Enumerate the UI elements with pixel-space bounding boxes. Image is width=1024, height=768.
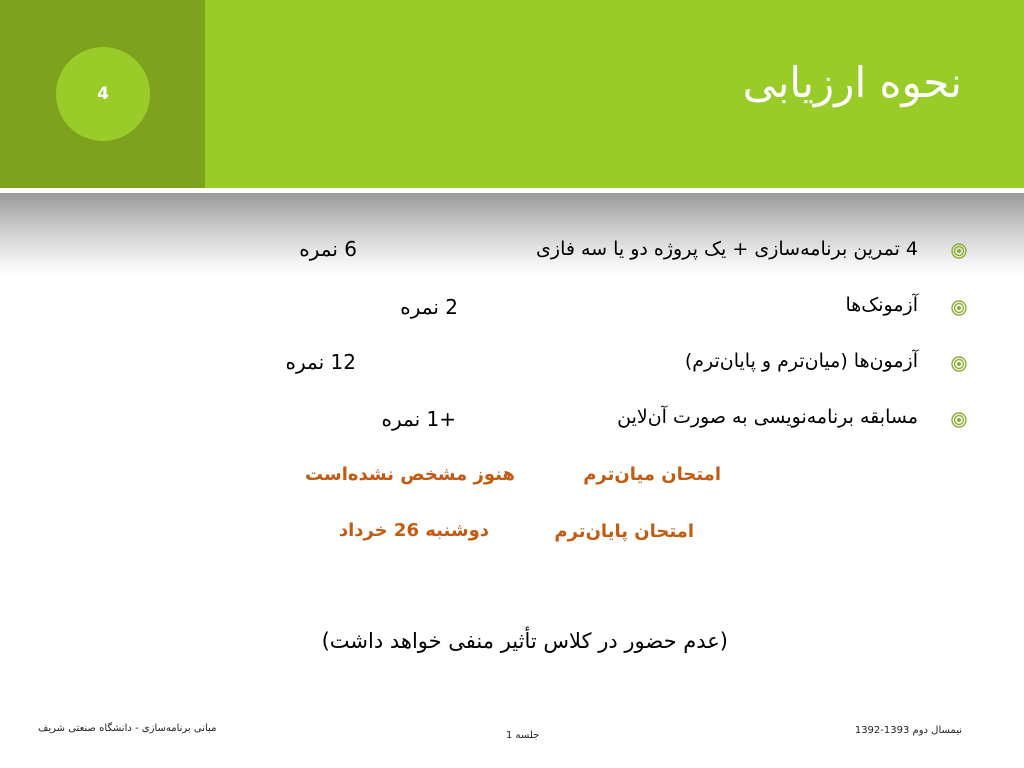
slide-number-badge	[56, 47, 150, 141]
target-bullet-icon	[951, 356, 967, 372]
slide-number: 4	[97, 84, 109, 104]
item-1-score: 6 نمره	[299, 237, 357, 261]
midterm-label: امتحان میان‌ترم	[583, 464, 721, 485]
item-2-text: آزمونک‌ها	[845, 294, 918, 316]
target-bullet-icon	[951, 412, 967, 428]
footer-session: جلسه 1	[506, 730, 540, 741]
item-3-text: آزمون‌ها (میان‌ترم و پایان‌ترم)	[684, 350, 918, 372]
item-1-text: 4 تمرین برنامه‌سازی + یک پروژه دو یا سه فازی	[536, 238, 918, 260]
slide-title: نحوه ارزیابی	[742, 58, 962, 107]
attendance-note: (عدم حضور در کلاس تأثیر منفی خواهد داشت)	[321, 629, 728, 653]
final-date: دوشنبه 26 خرداد	[338, 520, 489, 541]
target-bullet-icon	[951, 300, 967, 316]
footer-semester: نیمسال دوم 1393-1392	[854, 725, 962, 736]
item-4-score: +1 نمره	[381, 407, 456, 431]
gradient-band	[0, 193, 1024, 278]
footer-course: مبانی برنامه‌سازی - دانشگاه صنعتی شریف	[38, 723, 217, 734]
item-4-text: مسابقه برنامه‌نویسی به صورت آن‌لاین	[617, 406, 918, 428]
final-label: امتحان پایان‌ترم	[554, 521, 694, 542]
item-2-score: 2 نمره	[400, 295, 458, 319]
midterm-date: هنوز مشخص نشده‌است	[304, 464, 515, 485]
target-bullet-icon	[951, 243, 967, 259]
item-3-score: 12 نمره	[285, 350, 356, 374]
